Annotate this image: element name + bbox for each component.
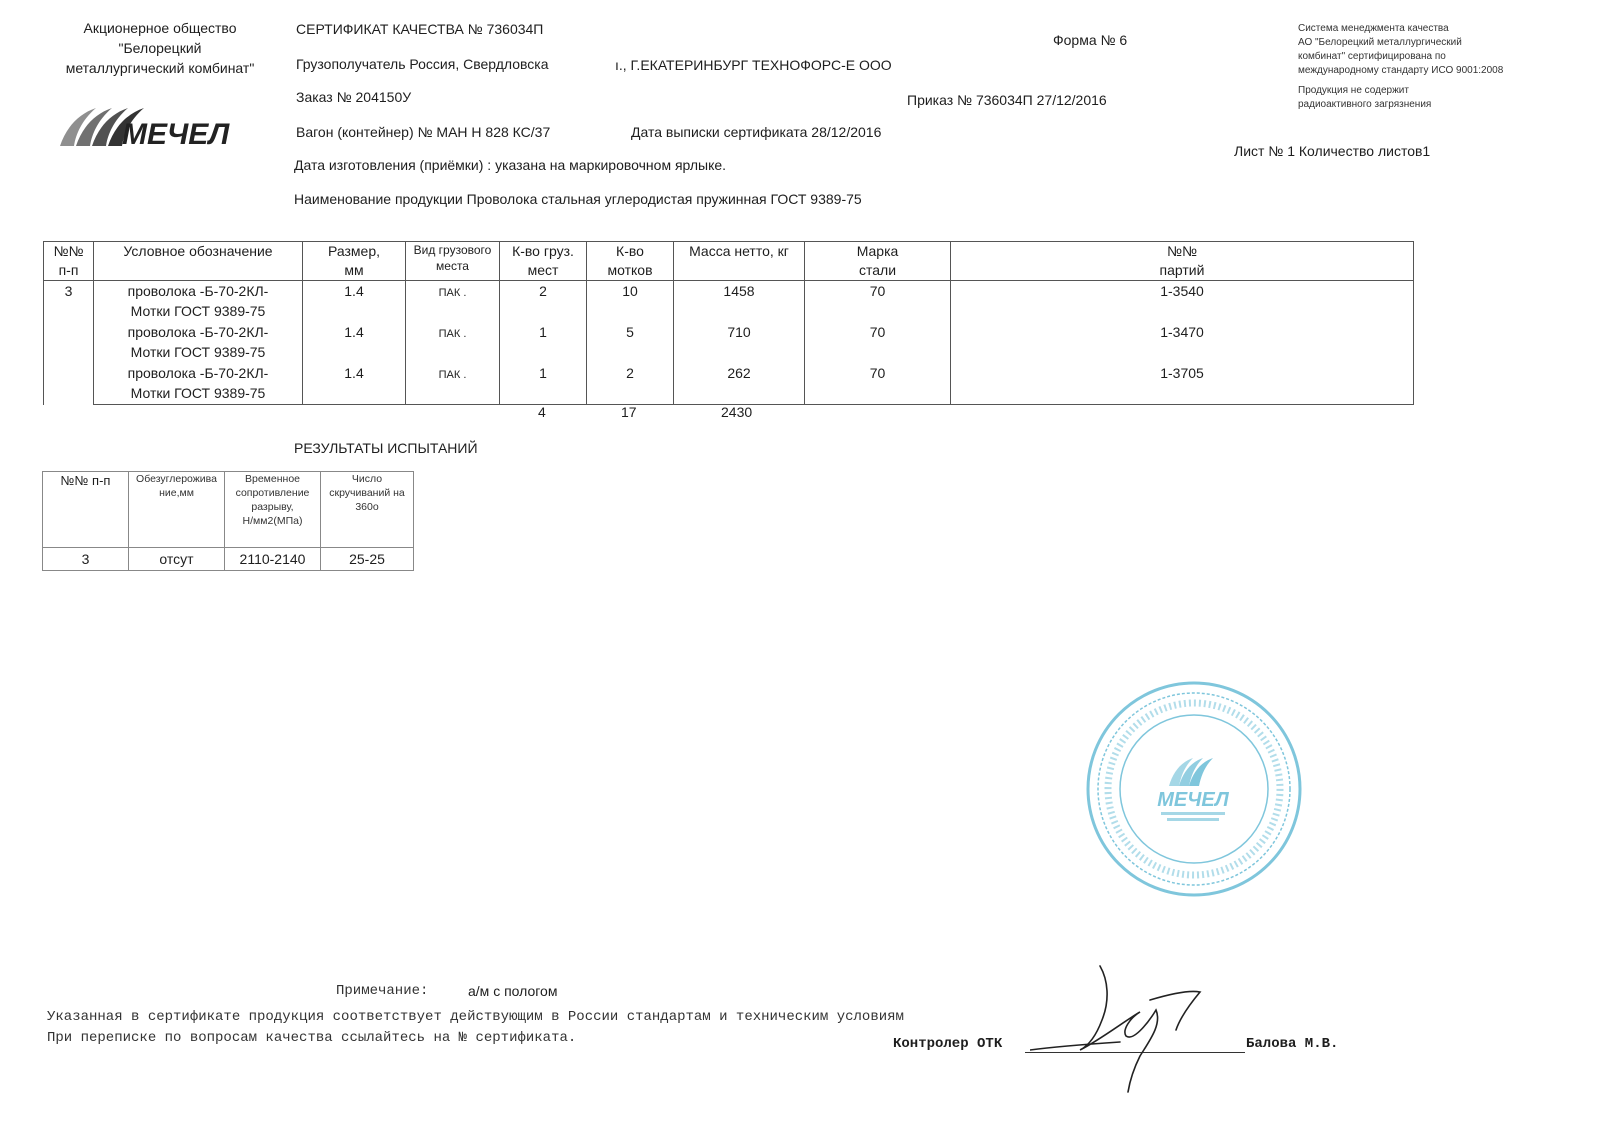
qms-line-1: Система менеджмента качества xyxy=(1298,23,1449,34)
controller-label: Контролер ОТК xyxy=(893,1036,1003,1052)
correspondence-note: При переписке по вопросам качества ссылайтесь на № сертификата. xyxy=(47,1030,577,1046)
handwritten-signature xyxy=(1030,960,1250,1100)
col-cargo-type: Вид грузового места xyxy=(406,242,500,281)
sheet-info: Лист № 1 Количество листов1 xyxy=(1234,143,1431,159)
total-coils: 17 xyxy=(621,404,637,420)
certificate-number: СЕРТИФИКАТ КАЧЕСТВА № 736034П xyxy=(296,21,544,37)
consignee-city: ı., Г.ЕКАТЕРИНБУРГ ТЕХНОФОРС-Е ООО xyxy=(615,57,892,73)
prikaz-number: Приказ № 736034П 27/12/2016 xyxy=(907,92,1107,108)
form-number: Форма № 6 xyxy=(1053,32,1128,48)
tests-title: РЕЗУЛЬТАТЫ ИСПЫТАНИЙ xyxy=(294,440,478,456)
row-size: 1.4 xyxy=(303,322,406,363)
tests-decarb: отсут xyxy=(129,548,225,571)
col-grade: Марка стали xyxy=(805,242,951,281)
row-cargo: ПАК . xyxy=(406,363,500,405)
issue-date: Дата выписки сертификата 28/12/2016 xyxy=(631,124,882,140)
otk-stamp xyxy=(1083,678,1305,900)
stamp-logo-icon xyxy=(1169,758,1213,786)
conformity-statement: Указанная в сертификате продукция соответствует действующим в России стандартам и техническим условиям xyxy=(47,1009,904,1025)
consignee-label: Грузополучатель xyxy=(296,56,406,72)
col-num: №№ п-п xyxy=(44,242,94,281)
table-row xyxy=(44,322,1414,363)
company-line-1: Акционерное общество xyxy=(83,20,237,36)
col-batch: №№ партий xyxy=(951,242,1414,281)
row-designation: проволока -Б-70-2КЛ- Мотки ГОСТ 9389-75 xyxy=(94,281,303,323)
row-batch: 1-3470 xyxy=(951,322,1414,363)
tests-tensile: 2110-2140 xyxy=(225,548,321,571)
row-grade: 70 xyxy=(805,281,951,323)
row-coils: 5 xyxy=(587,322,674,363)
row-places: 2 xyxy=(500,281,587,323)
product-table xyxy=(43,241,1414,405)
row-cargo: ПАК . xyxy=(406,281,500,323)
qms-note xyxy=(1298,22,1503,112)
company-name-block xyxy=(40,18,280,78)
tests-twist: 25-25 xyxy=(321,548,414,571)
tests-col-tensile: Временное сопротивление разрыву, Н/мм2(МПа) xyxy=(225,472,321,548)
radiation-line-2: радиоактивного загрязнения xyxy=(1298,99,1432,110)
table-header-row xyxy=(44,242,1414,281)
row-batch: 1-3540 xyxy=(951,281,1414,323)
row-mass: 1458 xyxy=(674,281,805,323)
note-label: Примечание: xyxy=(336,983,429,999)
col-size: Размер, мм xyxy=(303,242,406,281)
row-size: 1.4 xyxy=(303,363,406,405)
tests-row xyxy=(43,548,414,571)
company-line-2: "Белорецкий xyxy=(118,40,202,56)
tests-col-twist: Число скручиваний на 360о xyxy=(321,472,414,548)
tests-col-decarb: Обезуглерожива ние,мм xyxy=(129,472,225,548)
row-number: 3 xyxy=(44,281,94,405)
consignee-line xyxy=(296,56,549,72)
row-mass: 710 xyxy=(674,322,805,363)
qms-line-2: АО "Белорецкий металлургический xyxy=(1298,37,1462,48)
stamp-logo-text: МЕЧЕЛ xyxy=(1157,789,1229,811)
row-designation: проволока -Б-70-2КЛ- Мотки ГОСТ 9389-75 xyxy=(94,363,303,405)
product-name: Наименование продукции Проволока стальная углеродистая пружинная ГОСТ 9389-75 xyxy=(294,191,862,207)
row-batch: 1-3705 xyxy=(951,363,1414,405)
tests-col-num: №№ п-п xyxy=(43,472,129,548)
order-number: Заказ № 204150У xyxy=(296,89,412,105)
row-size: 1.4 xyxy=(303,281,406,323)
table-row xyxy=(44,281,1414,323)
col-designation: Условное обозначение xyxy=(94,242,303,281)
consignee-value: Россия, Свердловска xyxy=(409,56,549,72)
col-mass: Масса нетто, кг xyxy=(674,242,805,281)
radiation-line-1: Продукция не содержит xyxy=(1298,85,1409,96)
manufacture-date: Дата изготовления (приёмки) : указана на маркировочном ярлыке. xyxy=(294,157,727,173)
table-row xyxy=(44,363,1414,405)
row-grade: 70 xyxy=(805,363,951,405)
row-cargo: ПАК . xyxy=(406,322,500,363)
controller-name: Балова М.В. xyxy=(1246,1036,1339,1052)
wagon-number: Вагон (контейнер) № МАН Н 828 КС/37 xyxy=(296,124,551,140)
tests-table xyxy=(42,471,414,571)
row-grade: 70 xyxy=(805,322,951,363)
mechel-logo xyxy=(56,98,256,158)
row-places: 1 xyxy=(500,363,587,405)
note-value: а/м с пологом xyxy=(468,983,558,999)
row-coils: 2 xyxy=(587,363,674,405)
row-coils: 10 xyxy=(587,281,674,323)
qms-line-3: комбинат" сертифицирована по xyxy=(1298,51,1446,62)
tests-header-row xyxy=(43,472,414,548)
total-places: 4 xyxy=(538,404,546,420)
row-mass: 262 xyxy=(674,363,805,405)
company-line-3: металлургический комбинат" xyxy=(65,60,255,76)
col-coils: К-во мотков xyxy=(587,242,674,281)
row-designation: проволока -Б-70-2КЛ- Мотки ГОСТ 9389-75 xyxy=(94,322,303,363)
logo-wordmark: МЕЧЕЛ xyxy=(122,118,230,151)
total-mass: 2430 xyxy=(721,404,753,420)
col-places: К-во груз. мест xyxy=(500,242,587,281)
tests-num: 3 xyxy=(43,548,129,571)
qms-line-4: международному стандарту ИСО 9001:2008 xyxy=(1298,65,1504,76)
row-places: 1 xyxy=(500,322,587,363)
